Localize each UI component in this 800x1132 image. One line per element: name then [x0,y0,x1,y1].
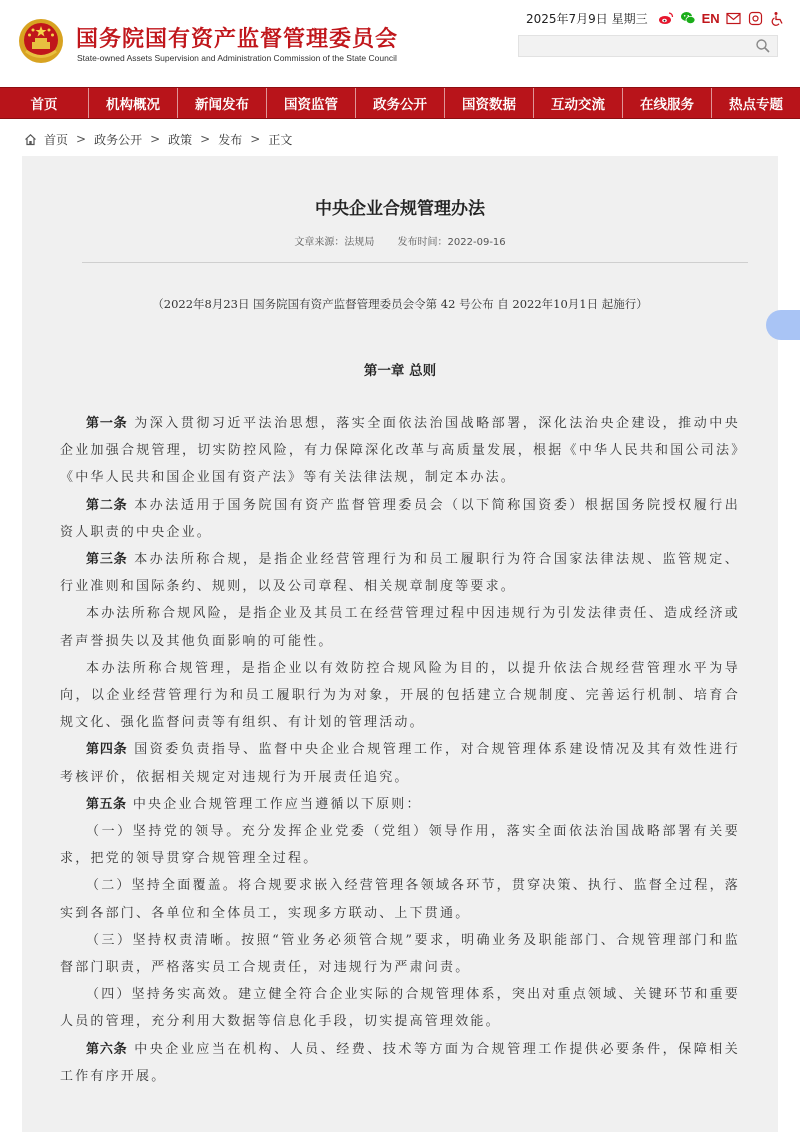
home-icon [22,131,38,147]
decree-note: （2022年8月23日 国务院国有资产监督管理委员会令第 42 号公布 自 2022年10月1日 起施行） [152,297,648,311]
article-clause-label: 第二条 [86,497,128,513]
article-paragraph: （一）坚持党的领导。充分发挥企业党委（党组）领导作用，落实全面依法治国战略部署有关要求，把党的领导贯穿合规管理全过程。 [60,824,740,867]
breadcrumb-current: 正文 [268,132,293,147]
weibo-icon[interactable] [658,10,674,26]
breadcrumb-policy[interactable]: 政策 [168,132,193,147]
breadcrumb-separator: > [150,132,161,146]
breadcrumb-separator: > [200,132,211,146]
article-paragraph: 第五条 中央企业合规管理工作应当遵循以下原则： [86,796,422,812]
nav-item-news[interactable]: 新闻发布 [178,88,267,118]
search-box [518,35,778,57]
english-version-link[interactable]: EN [701,10,720,26]
article-paragraph: 第一条 为深入贯彻习近平法治思想，落实全面依法治国战略部署，深化法治央企建设，推动中央企业加强合规管理，切实防控风险，有力保障深化改革与高质量发展，根据《中华人民共和国公司法》《中华人民共和国企业国有资产法》等有关法律法规，制定本办法。 [60,416,740,486]
article-paragraph: 本办法所称合规管理，是指企业以有效防控合规风险为目的，以提升依法合规经营管理水平为导向，以企业经营管理行为和员工履职行为为对象，开展的包括建立合规制度、完善运行机制、培育合规文化、强化监督问责等有组织、有计划的管理活动。 [60,660,740,731]
nav-item-data[interactable]: 国资数据 [445,88,534,118]
article-meta [22,233,778,248]
title-divider [82,262,748,263]
article-panel [22,156,778,1132]
article-clause-label: 第四条 [86,742,128,758]
nav-item-supervision[interactable]: 国资监管 [267,88,356,118]
accessibility-icon[interactable] [770,10,786,26]
article-paragraph: 第二条 本办法适用于国务院国有资产监督管理委员会（以下简称国资委）根据国务院授权履行出资人职责的中央企业。 [60,497,740,540]
national-emblem-icon[interactable] [18,18,64,64]
app-icon[interactable] [748,10,764,26]
breadcrumb-separator: > [76,132,87,146]
article-clause-label: 第三条 [86,552,128,568]
article-clause-label: 第六条 [86,1041,128,1057]
site-title[interactable]: 国务院国有资产监督管理委员会 [76,27,399,52]
article-clause-label: 第五条 [86,796,127,812]
breadcrumb-release[interactable]: 发布 [218,132,243,147]
nav-item-topics[interactable]: 热点专题 [729,97,783,113]
nav-item-services[interactable]: 在线服务 [623,88,712,118]
breadcrumb [22,130,292,148]
nav-item-home[interactable]: 首页 [0,88,89,118]
article-publish-time: 发布时间：2022-09-16 [397,237,506,248]
article-clause-label: 第一条 [86,416,128,431]
article-paragraph: 本办法所称合规风险，是指企业及其员工在经营管理过程中因违规行为引发法律责任、造成经济或者声誉损失以及其他负面影响的可能性。 [60,606,740,649]
article-paragraph: 第六条 中央企业应当在机构、人员、经费、技术等方面为合规管理工作提供必要条件，保障相关工作有序开展。 [60,1041,740,1084]
search-icon[interactable] [755,38,771,54]
breadcrumb-separator: > [250,132,261,146]
top-utility-bar [526,8,786,28]
article-body [60,410,740,1090]
breadcrumb-home[interactable]: 首页 [44,132,69,147]
article-source: 文章来源：法规局 [294,237,375,248]
wechat-icon[interactable] [680,10,696,26]
nav-item-interaction[interactable]: 互动交流 [534,88,623,118]
main-nav [0,87,800,119]
site-subtitle-en: State-owned Assets Supervision and Administration Commission of the State Council [77,53,397,63]
current-date: 2025年7月9日 星期三 [526,11,648,26]
site-header [0,0,800,86]
search-input[interactable] [519,36,749,56]
floating-side-tab[interactable] [766,310,800,340]
article-title: 中央企业合规管理办法 [315,199,485,219]
article-paragraph: 第三条 本办法所称合规，是指企业经营管理行为和员工履职行为符合国家法律法规、监管规定、行业准则和国际条约、规则，以及公司章程、相关规章制度等要求。 [60,552,740,595]
article-paragraph: （二）坚持全面覆盖。将合规要求嵌入经营管理各领域各环节，贯穿决策、执行、监督全过程，落实到各部门、各单位和全体员工，实现多方联动、上下贯通。 [60,878,740,921]
article-paragraph: 第四条 国资委负责指导、监督中央企业合规管理工作，对合规管理体系建设情况及其有效性进行考核评价，依据相关规定对违规行为开展责任追究。 [60,742,740,785]
article-paragraph: （四）坚持务实高效。建立健全符合企业实际的合规管理体系，突出对重点领域、关键环节和重要人员的管理，充分利用大数据等信息化手段，切实提高管理效能。 [60,987,740,1030]
breadcrumb-government-affairs[interactable]: 政务公开 [94,132,143,147]
nav-item-government-affairs[interactable]: 政务公开 [356,88,445,118]
nav-item-about[interactable]: 机构概况 [89,88,178,118]
article-paragraph: （三）坚持权责清晰。按照“管业务必须管合规”要求，明确业务及职能部门、合规管理部门和监督部门职责，严格落实员工合规责任，对违规行为严肃问责。 [60,932,740,976]
chapter-heading: 第一章 总则 [363,363,437,379]
mail-icon[interactable] [726,10,742,26]
